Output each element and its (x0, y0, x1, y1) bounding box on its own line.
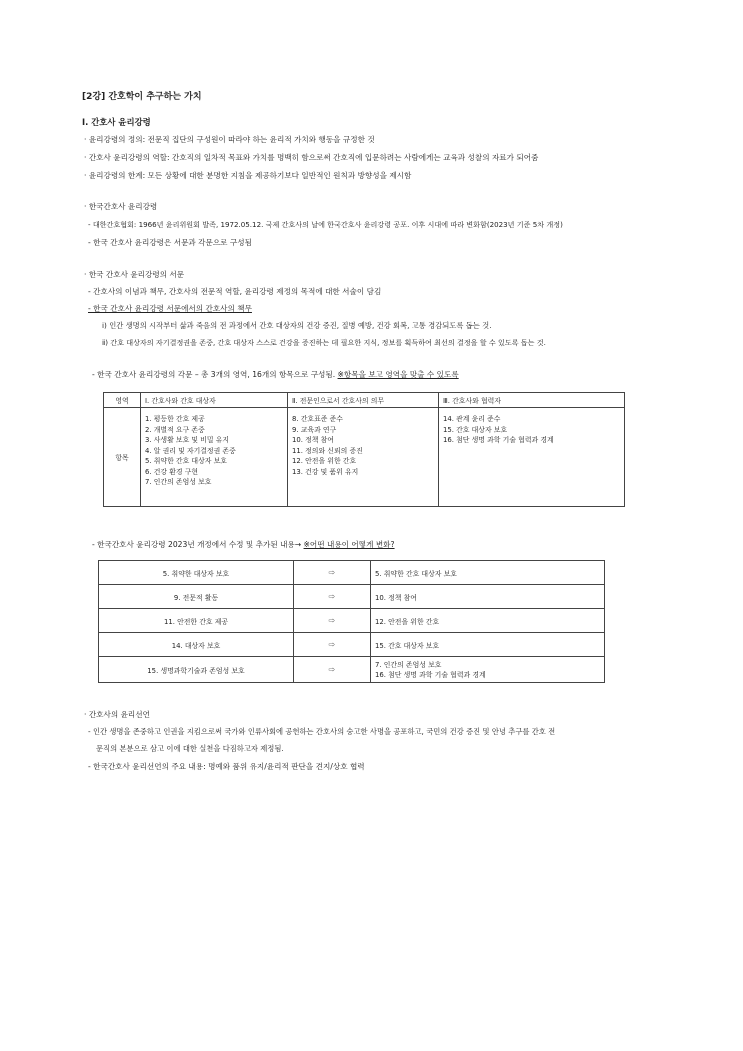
list-item: 1. 평등한 간호 제공 (145, 415, 205, 423)
list-item: 2. 개별적 요구 존중 (145, 425, 205, 434)
list-item: 10. 정책 참여 (292, 436, 334, 444)
col-2-items (288, 408, 439, 507)
old-item: 11. 안전한 간호 제공 (99, 609, 294, 633)
text-history: - 대한간호협회: 1966년 윤리위원회 발족, 1972.05.12. 국제 간호사의 날에 한국간호사 윤리강령 공포. 이후 시대에 따라 변화함(2023년 기준 5차 개정) (88, 220, 563, 229)
list-item: 4. 알 권리 및 자기결정권 존중 (145, 446, 236, 455)
list-item: 8. 간호표준 준수 (292, 415, 343, 423)
list-item: 5. 취약한 간호 대상자 보호 (145, 457, 227, 465)
table-row (99, 609, 605, 633)
list-item: 7. 인간의 존엄성 보호 (145, 478, 212, 486)
table-row (99, 561, 605, 585)
list-item: 9. 교육과 연구 (292, 425, 337, 434)
list-item: 14. 관계 윤리 준수 (443, 415, 501, 423)
bullet-role: · 간호사 윤리강령의 역할: 간호직의 일차적 목표와 가치를 명백히 함으로써 간호직에 입문하려는 사람에게는 교육과 성찰의 자료가 되어줌 (84, 153, 539, 162)
arrow-icon: ⇨ (294, 657, 371, 683)
text-structure: - 한국 간호사 윤리강령은 서문과 각문으로 구성됨 (88, 238, 252, 247)
new-item (371, 657, 605, 683)
old-item: 9. 전문적 활동 (99, 585, 294, 609)
text-2023-revision (92, 540, 395, 550)
revision-intro-text: - 한국간호사 윤리강령 2023년 개정에서 수정 및 추가된 내용→ (92, 540, 304, 549)
subheading-declaration: · 간호사의 윤리선언 (84, 710, 150, 719)
duty-item-1: ⅰ) 인간 생명의 시작부터 삶과 죽음의 전 과정에서 간호 대상자의 건강 증진, 질병 예방, 건강 회복, 고통 경감되도록 돕는 것. (102, 321, 492, 330)
bullet-limit: · 윤리강령의 한계: 모든 상황에 대한 분명한 지침을 제공하기보다 일반적인 원칙과 방향성을 제시함 (84, 171, 412, 180)
revision-table (98, 560, 605, 683)
table-row (99, 633, 605, 657)
new-item: 15. 간호 대상자 보호 (371, 633, 605, 657)
bullet-definition: · 윤리강령의 정의: 전문직 집단의 구성원이 따라야 하는 윤리적 가치와 행동을 규정한 것 (84, 135, 375, 144)
articles-note: ※항목을 보고 영역을 맞출 수 있도록 (337, 370, 459, 379)
text-declaration-2: 문직의 본분으로 삼고 이에 대한 실천을 다짐하고자 제정됨. (96, 744, 284, 753)
row-label: 항목 (104, 408, 141, 507)
articles-intro-text: - 한국 간호사 윤리강령의 각문 – 총 3개의 영역, 16개의 항목으로 구성됨. (92, 370, 338, 379)
new-item-line: 7. 인간의 존엄성 보호 (375, 660, 442, 669)
header-col-1: Ⅰ. 간호사와 간호 대상자 (141, 393, 288, 408)
text-declaration-content: - 한국간호사 윤리선언의 주요 내용: 명예와 품위 유지/윤리적 판단을 견지/상호 협력 (88, 762, 365, 771)
table-row (99, 585, 605, 609)
col-1-items (141, 408, 288, 507)
arrow-icon: ⇨ (294, 633, 371, 657)
arrow-icon: ⇨ (294, 585, 371, 609)
page-title: [2강] 간호학이 추구하는 가치 (82, 92, 202, 102)
subheading-preamble: · 한국 간호사 윤리강령의 서문 (84, 270, 185, 279)
subheading-korean-code: · 한국간호사 윤리강령 (84, 202, 158, 211)
list-item: 3. 사생활 보호 및 비밀 유지 (145, 436, 230, 444)
text-declaration-1: - 인간 생명을 존중하고 인권을 지킴으로써 국가와 인류사회에 공헌하는 간호사의 숭고한 사명을 공포하고, 국민의 건강 증진 및 안녕 추구를 간호 전 (88, 727, 556, 736)
text-articles-intro (92, 370, 459, 380)
old-item: 14. 대상자 보호 (99, 633, 294, 657)
col-3-items (439, 408, 625, 507)
revision-note: ※어떤 내용이 어떻게 변화? (303, 540, 395, 549)
new-item: 10. 정책 참여 (371, 585, 605, 609)
header-domain: 영역 (104, 393, 141, 408)
list-item: 6. 건강 환경 구현 (145, 467, 199, 476)
list-item: 12. 안전을 위한 간호 (292, 457, 357, 465)
header-col-3: Ⅲ. 간호사와 협력자 (439, 393, 625, 408)
text-preamble-content: - 간호사의 이념과 책무, 간호사의 전문적 역할, 윤리강령 제정의 목적에 대한 서술이 담김 (88, 287, 382, 296)
old-item: 15. 생명과학기술과 존엄성 보호 (99, 657, 294, 683)
old-item: 5. 취약한 대상자 보호 (99, 561, 294, 585)
list-item: 13. 건강 및 품위 유지 (292, 467, 359, 476)
header-col-2: Ⅱ. 전문인으로서 간호사의 의무 (288, 393, 439, 408)
table-row (99, 657, 605, 683)
section-heading: Ⅰ. 간호사 윤리강령 (82, 117, 151, 127)
arrow-icon: ⇨ (294, 609, 371, 633)
arrow-icon: ⇨ (294, 561, 371, 585)
text-preamble-duty: - 한국 간호사 윤리강령 서문에서의 간호사의 책무 (88, 304, 252, 313)
list-item: 11. 정의와 신뢰의 증진 (292, 446, 363, 455)
new-item: 12. 안전을 위한 간호 (371, 609, 605, 633)
new-item-line: 16. 첨단 생명 과학 기술 협력과 경계 (375, 670, 486, 679)
list-item: 16. 첨단 생명 과학 기술 협력과 경계 (443, 436, 554, 444)
new-item: 5. 취약한 간호 대상자 보호 (371, 561, 605, 585)
list-item: 15. 간호 대상자 보호 (443, 425, 508, 434)
articles-table (103, 392, 625, 507)
duty-item-2: ⅱ) 간호 대상자의 자기결정권을 존중, 간호 대상자 스스로 건강을 증진하는 데 필요한 지식, 정보를 획득하여 최선의 결정을 할 수 있도록 돕는 것. (102, 338, 546, 347)
